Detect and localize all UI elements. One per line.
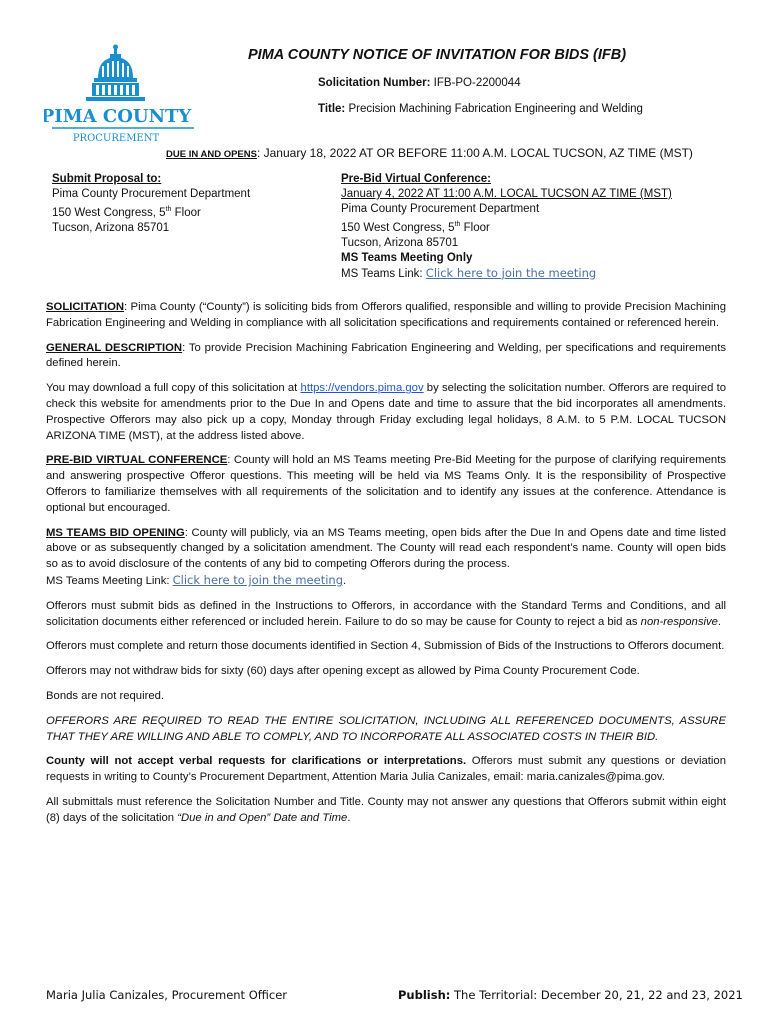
p12-italic: “Due in and Open” Date and Time: [177, 811, 348, 824]
paragraph-submittals: [46, 795, 726, 827]
vendors-link[interactable]: https://vendors.pima.gov: [300, 382, 424, 395]
submit-address: [52, 202, 250, 221]
prebid-address: [341, 217, 672, 236]
paragraph-download: [46, 381, 726, 444]
prebid-teams: MS Teams Meeting Only: [341, 251, 473, 264]
publish-value: The Territorial: December 20, 21, 22 and 23, 2021: [450, 988, 743, 1002]
solicitation-number: [318, 77, 521, 89]
prebid-link-label: MS Teams Link:: [341, 267, 426, 280]
due-label: DUE IN AND OPENS: [166, 149, 257, 160]
p1-label: SOLICITATION: [46, 301, 125, 313]
p12-pre: All submittals must reference the Solicitation Number and Title. County may not answer any questions that Offerors submit within eight (8) days of the solicitation: [46, 795, 726, 824]
prebid-link-line: [341, 266, 672, 282]
paragraph-documents: Offerors must complete and return those documents identified in Section 4, Submission of Bids of the Instructions to Offerors document.: [46, 640, 725, 653]
p12-end: .: [347, 811, 351, 824]
submit-city: Tucson, Arizona 85701: [52, 221, 170, 234]
logo-text-pima-county: PIMA COUNTY: [44, 106, 192, 127]
p2-text: : To provide Precision Machining Fabrication Engineering and Welding, per specifications and requirements defined herein.: [46, 341, 726, 370]
paragraph-prebid: [46, 453, 726, 516]
due-value: : January 18, 2022 AT OR BEFORE 11:00 A.M. LOCAL TUCSON, AZ TIME (MST): [256, 146, 693, 160]
prebid-dept: Pima County Procurement Department: [341, 203, 540, 215]
submit-floor: Floor: [171, 206, 201, 219]
prebid-heading: Pre-Bid Virtual Conference:: [341, 173, 491, 185]
document-body: [46, 300, 726, 836]
prebid-street: 150 West Congress, 5: [341, 221, 455, 234]
logo-text-procurement: PROCUREMENT: [72, 133, 160, 144]
prebid-date: January 4, 2022 AT 11:00 A.M. LOCAL TUCSON AZ TIME (MST): [341, 188, 672, 200]
paragraph-withdraw: Offerors may not withdraw bids for sixty (60) days after opening except as allowed by Pima County Procurement Code.: [46, 665, 640, 678]
solicitation-title: [318, 103, 643, 115]
submit-proposal-block: [52, 172, 250, 236]
p2-label: GENERAL DESCRIPTION: [46, 341, 183, 354]
paragraph-requirement: OFFERORS ARE REQUIRED TO READ THE ENTIRE SOLICITATION, INCLUDING ALL REFERENCED DOCUMENTS, ASSURE THAT THEY ARE WILLING AND ABLE TO COMPLY, AND TO INCORPORATE ALL ASSOCIATED COSTS IN THEIR BID.: [46, 714, 726, 743]
teams-meeting-link[interactable]: Click here to join the meeting: [172, 572, 343, 587]
paragraph-verbal: [46, 754, 726, 786]
p11-bold: County will not accept verbal requests for clarifications or interpretations.: [46, 755, 467, 768]
prebid-floor: Floor: [460, 221, 490, 234]
paragraph-bid-opening: [46, 526, 726, 590]
p5-label: MS TEAMS BID OPENING: [46, 526, 185, 539]
paragraph-solicitation: [46, 300, 726, 332]
pima-county-logo: [44, 44, 204, 149]
p6-end: .: [717, 615, 722, 628]
footer-publish: [398, 988, 743, 1002]
p4-text: : County will hold an MS Teams meeting Pre-Bid Meeting for the purpose of clarifying requirements and answering prospective Offeror questions. This meeting will be held via MS Teams Only. It is the responsibility of Prospective Offerors to familiarize themselves with all requirements of the solicitation and to identify any issues at the conference. Attendance is optional but encouraged.: [46, 454, 726, 514]
submit-street: 150 West Congress, 5: [52, 206, 166, 219]
p4-label: PRE-BID VIRTUAL CONFERENCE: [46, 454, 228, 467]
paragraph-bonds: Bonds are not required.: [46, 689, 165, 702]
prebid-block: [341, 172, 672, 282]
prebid-sup: th: [454, 221, 461, 228]
paragraph-general-description: [46, 341, 726, 373]
title-value: Precision Machining Fabrication Engineering and Welding: [345, 103, 643, 115]
due-date: [166, 146, 693, 160]
solicitation-label: Solicitation Number:: [318, 77, 431, 89]
p6-pre: Offerors must submit bids as defined in the Instructions to Offerors, in accordance with the Standard Terms and Conditions, and all solicitation documents either referenced or included herein. Failure to do so may be cause for County to reject a bid as: [46, 599, 726, 628]
title-label: Title:: [318, 103, 346, 115]
submit-sup: th: [165, 206, 172, 213]
p5-link-label: MS Teams Meeting Link:: [46, 574, 173, 587]
footer-officer: Maria Julia Canizales, Procurement Officer: [46, 988, 288, 1002]
p11-text: Offerors must submit any questions or deviation requests in writing to County’s Procurement Department, Attention Maria Julia Canizales, email: maria.canizales@pima.gov.: [46, 755, 726, 784]
p1-text: : Pima County (“County”) is soliciting bids from Offerors qualified, responsible and willing to provide Precision Machining Fabrication Engineering and Welding in compliance with all solicitation specifications and requirements contained or referenced herein.: [46, 301, 726, 329]
solicitation-value: IFB-PO-2200044: [430, 77, 521, 89]
publish-label: Publish:: [398, 988, 451, 1002]
submit-heading: Submit Proposal to:: [52, 173, 162, 185]
p3-pre: You may download a full copy of this solicitation at: [46, 382, 301, 395]
prebid-city: Tucson, Arizona 85701: [341, 236, 459, 249]
paragraph-submit-bids: [46, 599, 726, 631]
p5-text: : County will publicly, via an MS Teams meeting, open bids after the Due In and Opens date and time listed above or as subsequently changed by a solicitation amendment. The County will read each respondent’s name. County will open bids so as to avoid disclosure of the contents of any bid to competing Offerors during the process.: [46, 526, 726, 571]
teams-join-link[interactable]: Click here to join the meeting: [425, 265, 597, 280]
p5-end: .: [343, 574, 347, 587]
page-title: PIMA COUNTY NOTICE OF INVITATION FOR BIDS (IFB): [248, 47, 627, 63]
p3-post: by selecting the solicitation number. Offerors are required to check this website for amendments prior to the Due In and Opens date and time to assure that the bid incorporates all amendments. Prospective Offerors may also pick up a copy, Monday through Friday excluding legal holidays, 8 A.M. to 5 P.M. LOCAL TUCSON ARIZONA TIME (MST), at the address listed above.: [46, 382, 726, 442]
p6-italic: non-responsive: [640, 615, 718, 628]
submit-dept: Pima County Procurement Department: [52, 188, 251, 200]
capitol-dome-icon: [44, 44, 204, 149]
